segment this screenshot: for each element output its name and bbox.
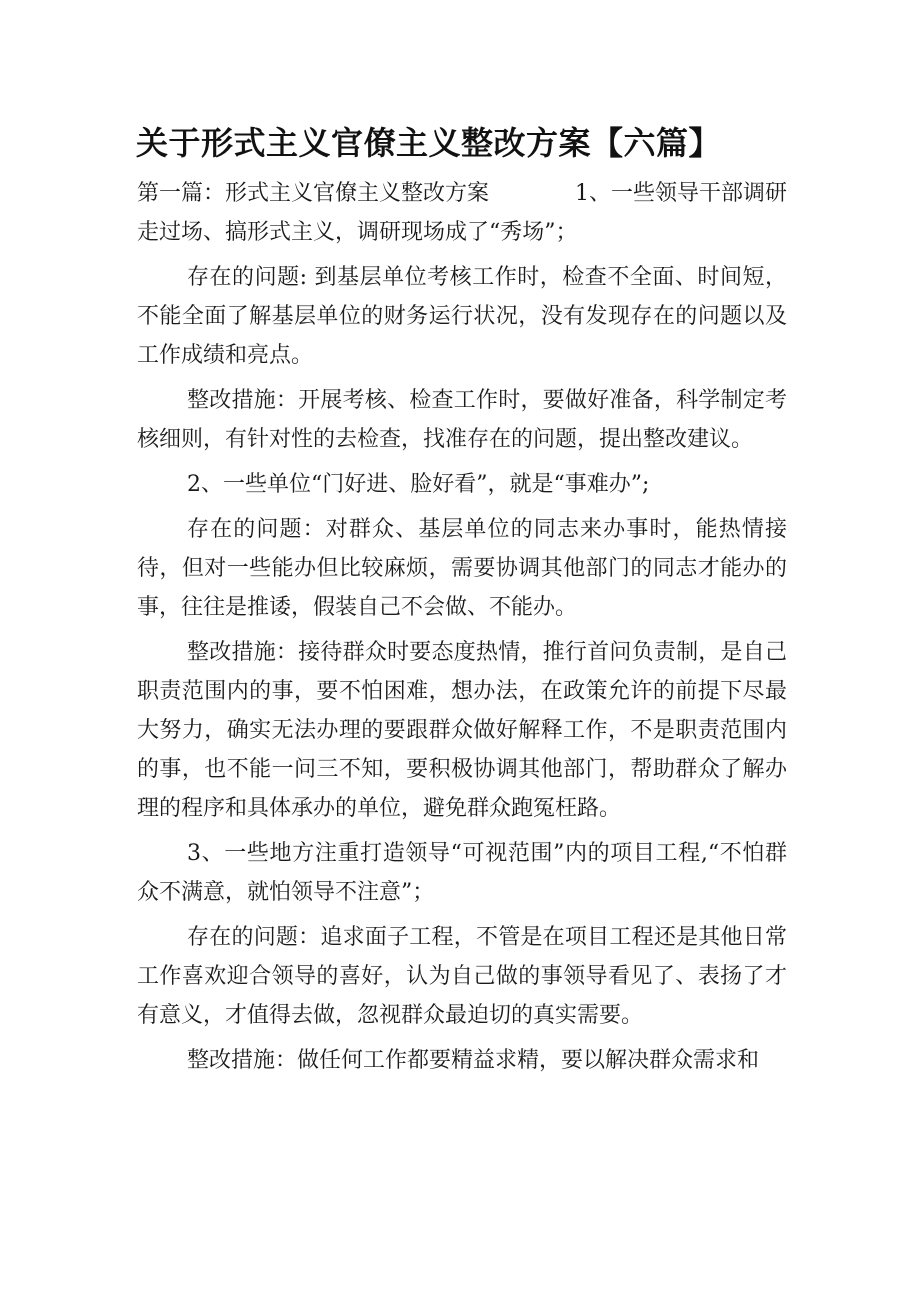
paragraph-first-text: 1、一些领导干部调研走过场、搞形式主义，调研现场成了“秀场”； (137, 181, 788, 245)
document-body (137, 174, 787, 1086)
paragraph: 存在的问题：追求面子工程，不管是在项目工程还是其他日常工作喜欢迎合领导的喜好，认为自己做的事领导看见了、表扬了才有意义，才值得去做，忽视群众最迫切的真实需要。 (137, 925, 787, 1028)
section-heading: 第一篇：形式主义官僚主义整改方案 (137, 181, 490, 206)
document-title: 关于形式主义官僚主义整改方案【六篇】 (136, 124, 722, 162)
paragraph: 存在的问题: 到基层单位考核工作时，检查不全面、时间短，不能全面了解基层单位的财务运行状况，没有发现存在的问题以及工作成绩和亮点。 (137, 265, 787, 368)
paragraph: 2、一些单位“门好进、脸好看”，就是“事难办”; (187, 472, 650, 497)
paragraph: 存在的问题：对群众、基层单位的同志来办事时，能热情接待，但对一些能办但比较麻烦，需要协调其他部门的同志才能办的事，往往是推诿，假装自己不会做、不能办。 (137, 517, 787, 620)
paragraph-first (137, 174, 787, 252)
paragraph: 3、一些地方注重打造领导“可视范围”内的项目工程,“不怕群众不满意，就怕领导不注意”； (137, 841, 787, 905)
paragraph: 整改措施：开展考核、检查工作时，要做好准备，科学制定考核细则，有针对性的去检查，找准存在的问题，提出整改建议。 (137, 388, 787, 452)
paragraph: 整改措施：做任何工作都要精益求精，要以解决群众需求和 (187, 1048, 760, 1073)
paragraph: 整改措施：接待群众时要态度热情，推行首问负责制，是自己职责范围内的事，要不怕困难，想办法，在政策允许的前提下尽最大努力，确实无法办理的要跟群众做好解释工作，不是职责范围内的事，也不能一问三不知，要积极协调其他部门，帮助群众了解办理的程序和具体承办的单位，避免群众跑冤枉路。 (137, 640, 787, 821)
